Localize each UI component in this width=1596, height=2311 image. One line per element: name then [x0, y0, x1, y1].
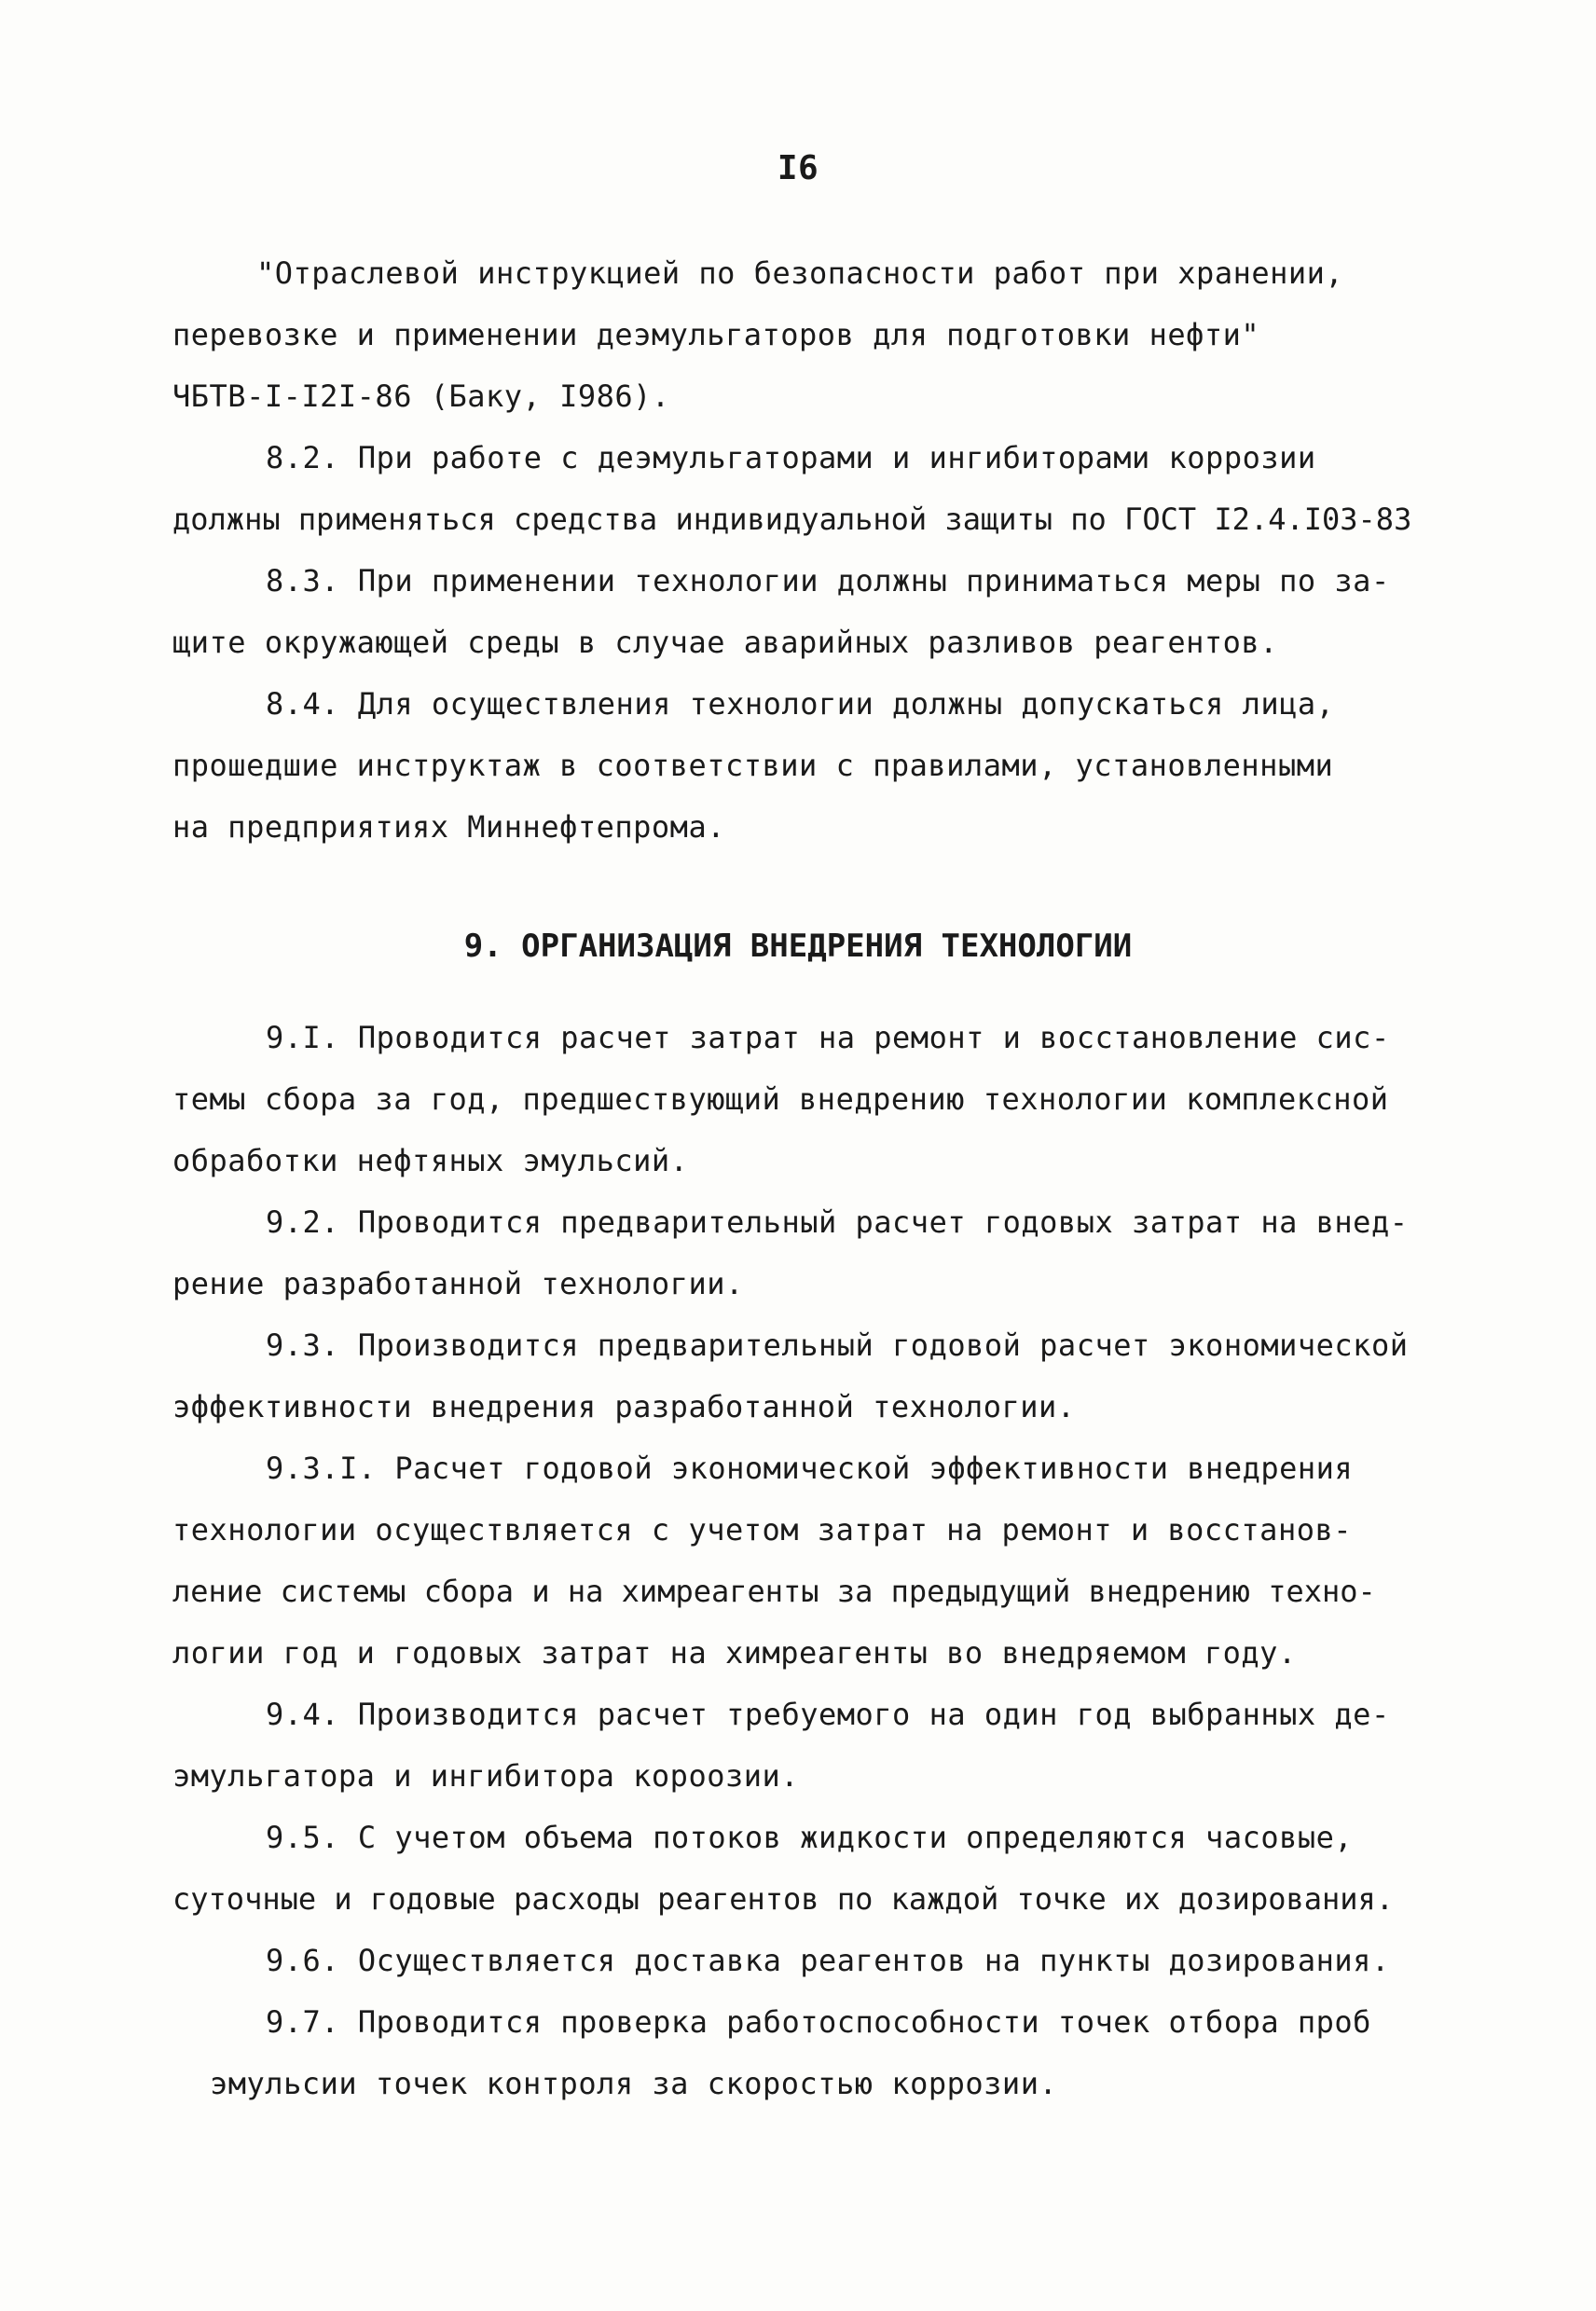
- paragraph-9-7: 9.7. Проводится проверка работоспособности точек отбора проб: [266, 2004, 1371, 2040]
- paragraph-9-6: 9.6. Осуществляется доставка реагентов на пункты дозирования.: [266, 1943, 1390, 1978]
- paragraph-9-1: 9.I. Проводится расчет затрат на ремонт и восстановление сис-: [266, 1020, 1390, 1055]
- text-line: должны применяться средства индивидуальной защиты по ГОСТ I2.4.I03-83: [172, 502, 1412, 537]
- section-8-text: [172, 242, 1459, 858]
- paragraph-9-4: 9.4. Производится расчет требуемого на один год выбранных де-: [266, 1697, 1390, 1732]
- text-line: технологии осуществляется с учетом затрат на ремонт и восстанов-: [172, 1512, 1352, 1548]
- section-9-heading: 9. ОРГАНИЗАЦИЯ ВНЕДРЕНИЯ ТЕХНОЛОГИИ: [463, 928, 1133, 965]
- text-line: ление системы сбора и на химреагенты за предыдущий внедрению техно-: [172, 1574, 1376, 1609]
- section-9-text: [172, 1007, 1459, 2114]
- text-line: прошедшие инструктаж в соответствии с правилами, установленными: [172, 748, 1334, 783]
- page-number: I6: [777, 149, 819, 187]
- paragraph-9-5: 9.5. С учетом объема потоков жидкости определяются часовые,: [266, 1820, 1354, 1855]
- paragraph-9-3: 9.3. Производится предварительный годовой расчет экономической: [266, 1327, 1409, 1363]
- text-line: логии год и годовых затрат на химреагенты во внедряемом году.: [172, 1635, 1297, 1671]
- paragraph-8-2: 8.2. При работе с деэмульгаторами и ингибиторами коррозии: [266, 440, 1316, 475]
- text-line: "Отраслевой инструкцией по безопасности работ при хранении,: [256, 255, 1344, 291]
- paragraph-8-3: 8.3. При применении технологии должны приниматься меры по за-: [266, 563, 1390, 598]
- text-line: на предприятиях Миннефтепрома.: [172, 809, 725, 845]
- text-line: рение разработанной технологии.: [172, 1266, 744, 1301]
- paragraph-8-4: 8.4. Для осуществления технологии должны допускаться лица,: [266, 686, 1335, 722]
- text-line: эмульгатора и ингибитора короозии.: [172, 1758, 800, 1794]
- text-line: темы сбора за год, предшествующий внедрению технологии комплексной: [172, 1081, 1389, 1117]
- text-line: эмульсии точек контроля за скоростью коррозии.: [210, 2066, 1058, 2101]
- text-line: щите окружающей среды в случае аварийных разливов реагентов.: [172, 625, 1278, 660]
- text-line: перевозке и применении деэмульгаторов для подготовки нефти": [172, 317, 1260, 352]
- paragraph-9-2: 9.2. Проводится предварительный расчет годовых затрат на внед-: [266, 1204, 1409, 1240]
- text-line: эффективности внедрения разработанной технологии.: [172, 1389, 1076, 1424]
- text-line: суточные и годовые расходы реагентов по каждой точке их дозирования.: [172, 1881, 1395, 1917]
- text-line: ЧБТВ-I-I2I-86 (Баку, I986).: [172, 378, 670, 414]
- text-line: обработки нефтяных эмульсий.: [172, 1143, 689, 1178]
- paragraph-9-3-1: 9.3.I. Расчет годовой экономической эффективности внедрения: [266, 1451, 1354, 1486]
